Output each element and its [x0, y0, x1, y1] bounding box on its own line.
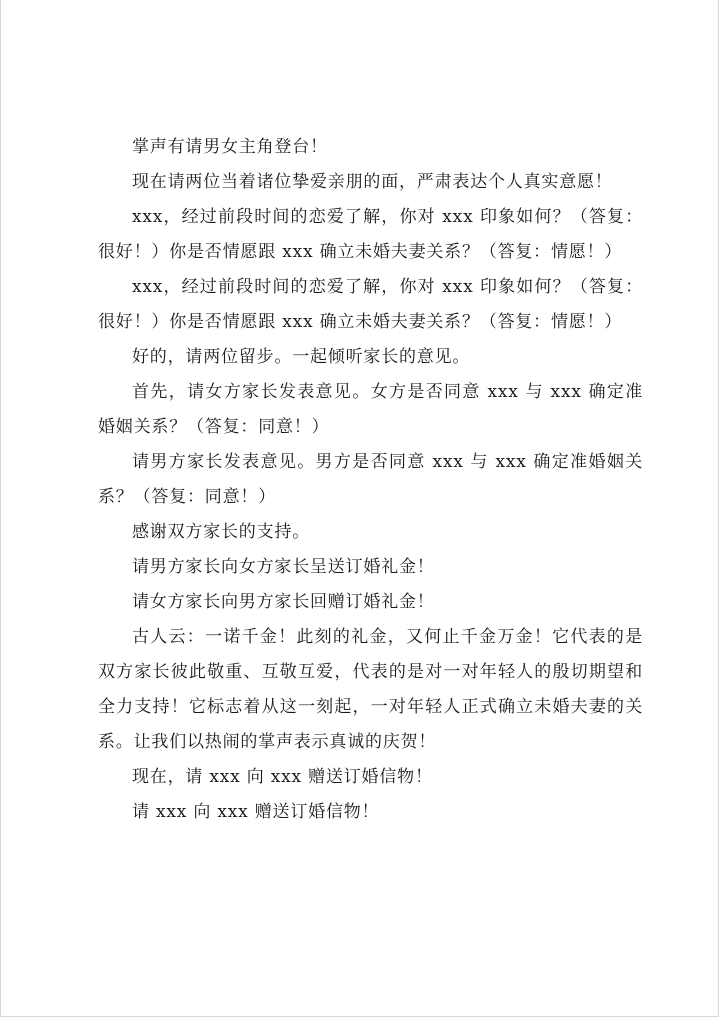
paragraph-3: xxx，经过前段时间的恋爱了解，你对 xxx 印象如何？（答复：很好！）你是否情愿跟 xxx 确立未婚夫妻关系？（答复：情愿！）	[98, 207, 643, 262]
paragraph-9: 请男方家长向女方家长呈送订婚礼金！	[132, 557, 435, 577]
paragraph-13: 请 xxx 向 xxx 赠送订婚信物！	[132, 802, 380, 822]
paragraph-5: 好的，请两位留步。一起倾听家长的意见。	[132, 347, 471, 367]
paragraph-12: 现在，请 xxx 向 xxx 赠送订婚信物！	[132, 767, 433, 787]
paragraph-6: 首先，请女方家长发表意见。女方是否同意 xxx 与 xxx 确定准婚姻关系？（答复：同意！）	[98, 382, 643, 437]
paragraph-2: 现在请两位当着诸位挚爱亲朋的面，严肃表达个人真实意愿！	[132, 172, 613, 192]
paragraph-8: 感谢双方家长的支持。	[132, 522, 310, 542]
paragraph-10: 请女方家长向男方家长回赠订婚礼金！	[132, 592, 435, 612]
paragraph-1: 掌声有请男女主角登台！	[132, 137, 328, 157]
paragraph-11: 古人云：一诺千金！此刻的礼金，又何止千金万金！它代表的是双方家长彼此敬重、互敬互爱，代表的是对一对年轻人的殷切期望和全力支持！它标志着从这一刻起，一对年轻人正式确立未婚夫妻的关系。让我们以热闹的掌声表示真诚的庆贺！	[98, 627, 643, 752]
paragraph-4: xxx，经过前段时间的恋爱了解，你对 xxx 印象如何？（答复：很好！）你是否情愿跟 xxx 确立未婚夫妻关系？（答复：情愿！）	[98, 277, 643, 332]
paragraph-7: 请男方家长发表意见。男方是否同意 xxx 与 xxx 确定准婚姻关系？（答复：同意！）	[98, 452, 643, 507]
document-body	[98, 130, 643, 830]
